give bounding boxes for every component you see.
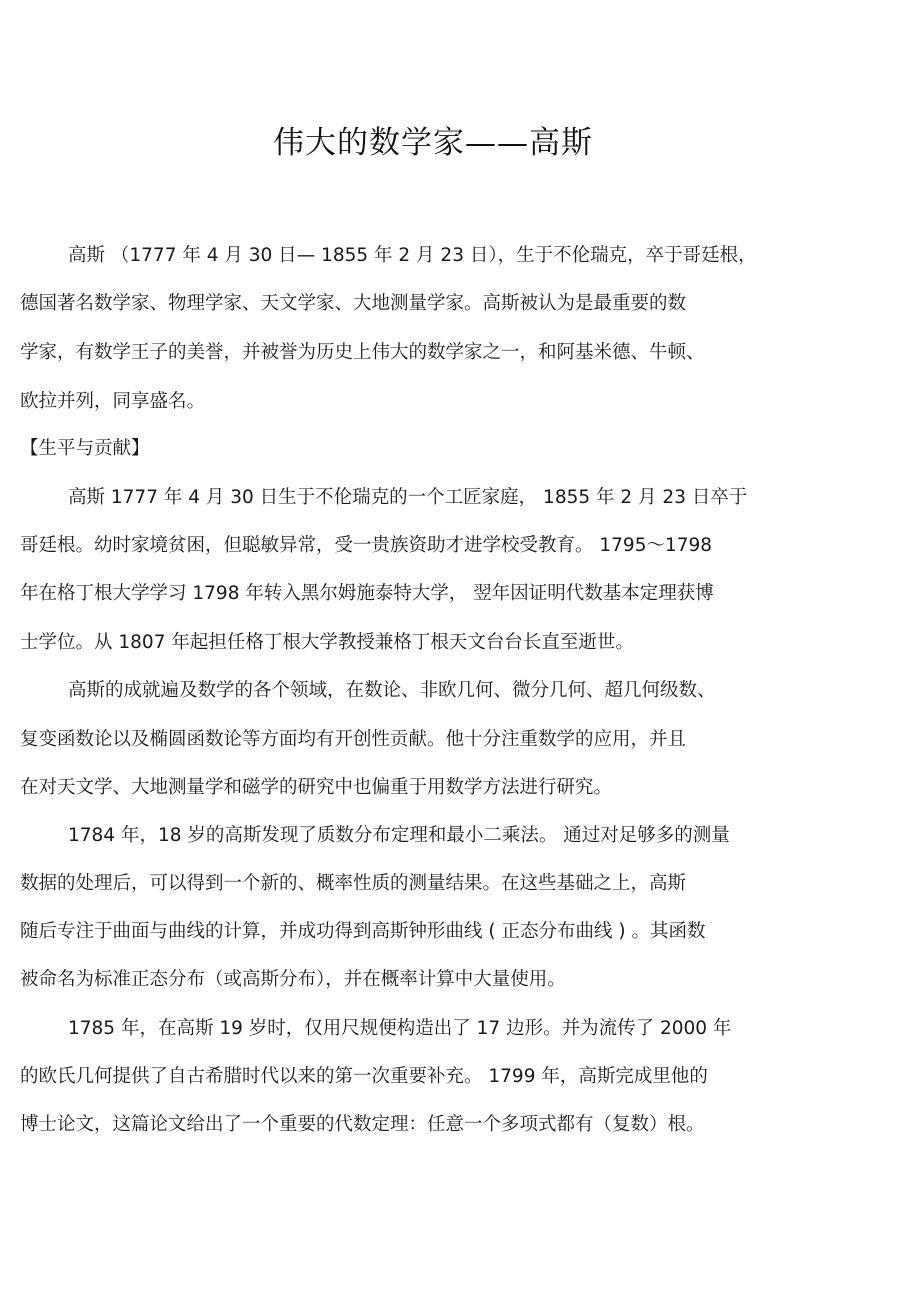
para3-line-1: 1784 年，18 岁的高斯发现了质数分布定理和最小二乘法。 通过对足够多的测量 — [68, 825, 730, 846]
para1-line-4: 士学位。从 1807 年起担任格丁根大学教授兼格丁根天文台台长直至逝世。 — [20, 632, 634, 653]
para3-line-3: 随后专注于曲面与曲线的计算，并成功得到高斯钟形曲线 ( 正态分布曲线 ) 。其函数 — [20, 921, 706, 942]
para1-line-2: 哥廷根。幼时家境贫困，但聪敏异常，受一贵族资助才进学校受教育。 1795～1798 — [20, 535, 713, 556]
intro-line-3: 学家，有数学王子的美誉，并被誉为历史上伟大的数学家之一，和阿基米德、牛顿、 — [20, 342, 705, 363]
para2-line-3: 在对天文学、大地测量学和磁学的研究中也偏重于用数学方法进行研究。 — [20, 777, 613, 798]
para4-line-2: 的欧氏几何提供了自古希腊时代以来的第一次重要补充。 1799 年，高斯完成里他的 — [20, 1066, 708, 1087]
section-heading: 【生平与贡献】 — [20, 438, 150, 459]
para3-line-4: 被命名为标准正态分布（或高斯分布），并在概率计算中大量使用。 — [20, 969, 566, 990]
intro-line-1: 高斯 （1777 年 4 月 30 日— 1855 年 2 月 23 日），生于不伦瑞克，卒于哥廷根， — [68, 245, 757, 266]
para3-line-2: 数据的处理后，可以得到一个新的、概率性质的测量结果。在这些基础之上，高斯 — [20, 873, 687, 894]
intro-line-2: 德国著名数学家、物理学家、天文学家、大地测量学家。高斯被认为是最重要的数 — [20, 293, 687, 314]
para2-line-1: 高斯的成就遍及数学的各个领域，在数论、非欧几何、微分几何、超几何级数、 — [68, 680, 716, 701]
para1-line-1: 高斯 1777 年 4 月 30 日生于不伦瑞克的一个工匠家庭， 1855 年 2 月 23 日卒于 — [68, 487, 748, 508]
document-title: 伟大的数学家——高斯 — [273, 125, 593, 161]
para4-line-1: 1785 年，在高斯 19 岁时，仅用尺规便构造出了 17 边形。并为流传了 2000 年 — [68, 1018, 732, 1039]
intro-line-4: 欧拉并列，同享盛名。 — [20, 391, 206, 412]
para2-line-2: 复变函数论以及椭圆函数论等方面均有开创性贡献。他十分注重数学的应用，并且 — [20, 729, 687, 750]
para4-line-3: 博士论文，这篇论文给出了一个重要的代数定理：任意一个多项式都有（复数）根。 — [20, 1114, 705, 1135]
para1-line-3: 年在格丁根大学学习 1798 年转入黑尔姆施泰特大学， 翌年因证明代数基本定理获博 — [20, 583, 714, 604]
